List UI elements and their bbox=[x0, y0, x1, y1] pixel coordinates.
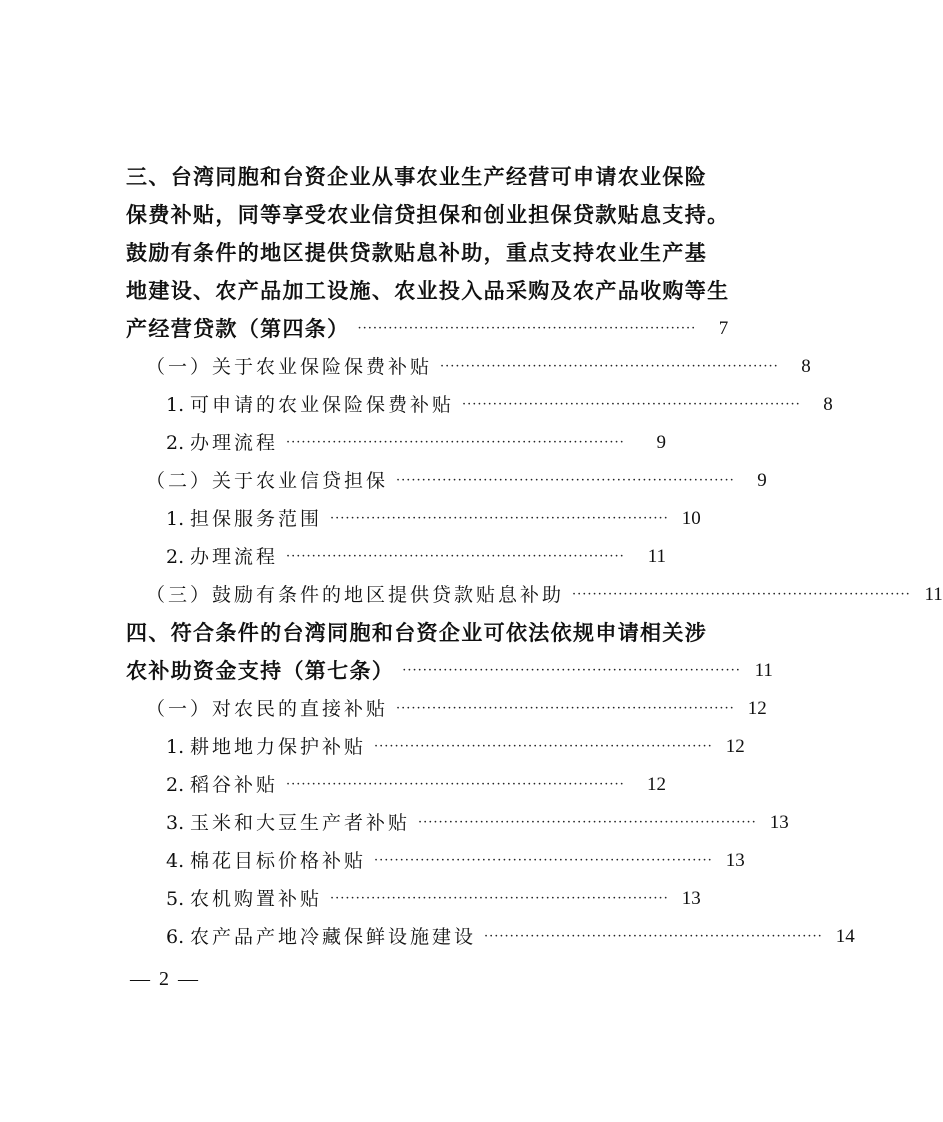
toc-entry[interactable] bbox=[146, 462, 767, 500]
entry-number: 2. bbox=[166, 432, 185, 454]
entry-number: 4. bbox=[166, 850, 185, 872]
page-footer-number: — 2 — bbox=[130, 968, 200, 990]
toc-entry-title: 稻谷补贴 bbox=[190, 774, 279, 796]
page-number: 11 bbox=[647, 546, 666, 567]
page-number: 7 bbox=[718, 318, 729, 339]
toc-entry-title: （一）对农民的直接补贴 bbox=[146, 698, 389, 720]
dot-leader: ·································································· bbox=[396, 701, 735, 716]
page-number: 13 bbox=[769, 812, 789, 833]
toc-entry-title: 农产品产地冷藏保鲜设施建设 bbox=[190, 926, 477, 948]
page-number: 13 bbox=[725, 850, 745, 871]
entry-number: 3. bbox=[166, 812, 185, 834]
page-number: 11 bbox=[924, 584, 943, 605]
toc-entry[interactable] bbox=[146, 576, 943, 614]
dot-leader: ·································································· bbox=[462, 397, 801, 412]
dot-leader: ·································································· bbox=[374, 739, 713, 754]
toc-entry-title: 棉花目标价格补贴 bbox=[190, 850, 367, 872]
page-number: 8 bbox=[801, 356, 811, 377]
page-number: 11 bbox=[754, 660, 773, 681]
section-heading-line: 农补助资金支持（第七条） bbox=[126, 659, 395, 683]
toc-entry-title: 办理流程 bbox=[190, 546, 279, 568]
dot-leader: ·································································· bbox=[357, 321, 697, 336]
page-number: 8 bbox=[823, 394, 833, 415]
section-heading-line: 三、台湾同胞和台资企业从事农业生产经营可申请农业保险 bbox=[126, 165, 708, 189]
page-number: 9 bbox=[757, 470, 767, 491]
section-heading-line: 鼓励有条件的地区提供贷款贴息补助，重点支持农业生产基 bbox=[126, 241, 708, 265]
dot-leader: ·································································· bbox=[286, 777, 625, 792]
toc-entry[interactable] bbox=[166, 918, 855, 956]
page-number: 9 bbox=[656, 432, 666, 453]
toc-entry[interactable] bbox=[166, 842, 745, 880]
toc-entry[interactable] bbox=[166, 804, 789, 842]
page-number: 12 bbox=[647, 774, 666, 795]
dot-leader: ·································································· bbox=[330, 891, 669, 906]
toc-entry-title: 耕地地力保护补贴 bbox=[190, 736, 367, 758]
toc-entry-title: 办理流程 bbox=[190, 432, 279, 454]
toc-entry-title: （三）鼓励有条件的地区提供贷款贴息补助 bbox=[146, 584, 565, 606]
toc-entry[interactable] bbox=[166, 728, 745, 766]
toc-entry-title: 担保服务范围 bbox=[190, 508, 323, 530]
page-number: 10 bbox=[681, 508, 701, 529]
toc-entry[interactable] bbox=[146, 690, 767, 728]
section-heading-line: 保费补贴，同等享受农业信贷担保和创业担保贷款贴息支持。 bbox=[126, 203, 730, 227]
dot-leader: ·································································· bbox=[418, 815, 757, 830]
toc-entry[interactable] bbox=[166, 424, 666, 462]
toc-entry-section-3[interactable] bbox=[126, 310, 729, 348]
entry-number: 6. bbox=[166, 926, 185, 948]
entry-number: 2. bbox=[166, 774, 185, 796]
dot-leader: ·································································· bbox=[286, 435, 625, 450]
entry-number: 1. bbox=[166, 394, 185, 416]
section-heading-line: 四、符合条件的台湾同胞和台资企业可依法依规申请相关涉 bbox=[126, 621, 708, 645]
page-number: 12 bbox=[725, 736, 745, 757]
toc-entry-title: 农机购置补贴 bbox=[190, 888, 323, 910]
entry-number: 1. bbox=[166, 508, 185, 530]
dot-leader: ·································································· bbox=[402, 663, 741, 678]
dot-leader: ·································································· bbox=[374, 853, 713, 868]
entry-number: 1. bbox=[166, 736, 185, 758]
dot-leader: ·································································· bbox=[440, 359, 779, 374]
toc-entry[interactable] bbox=[146, 348, 811, 386]
entry-number: 2. bbox=[166, 546, 185, 568]
toc-entry[interactable] bbox=[166, 386, 833, 424]
dot-leader: ·································································· bbox=[572, 587, 911, 602]
dot-leader: ·································································· bbox=[396, 473, 735, 488]
page-number: 13 bbox=[681, 888, 701, 909]
toc-entry-title: （一）关于农业保险保费补贴 bbox=[146, 356, 433, 378]
toc-entry[interactable] bbox=[166, 538, 666, 576]
toc-entry[interactable] bbox=[166, 880, 701, 918]
toc-entry-title: 玉米和大豆生产者补贴 bbox=[190, 812, 411, 834]
toc-entry-section-4[interactable] bbox=[126, 652, 773, 690]
page-number: 12 bbox=[747, 698, 767, 719]
dot-leader: ·································································· bbox=[286, 549, 625, 564]
section-heading-line: 产经营贷款（第四条） bbox=[126, 317, 350, 341]
dot-leader: ·································································· bbox=[484, 929, 823, 944]
toc-entry-title: （二）关于农业信贷担保 bbox=[146, 470, 389, 492]
entry-number: 5. bbox=[166, 888, 185, 910]
toc-entry[interactable] bbox=[166, 500, 701, 538]
page-number: 14 bbox=[835, 926, 855, 947]
dot-leader: ·································································· bbox=[330, 511, 669, 526]
toc-entry-title: 可申请的农业保险保费补贴 bbox=[190, 394, 455, 416]
section-heading-line: 地建设、农产品加工设施、农业投入品采购及农产品收购等生 bbox=[126, 279, 730, 303]
toc-entry[interactable] bbox=[166, 766, 666, 804]
